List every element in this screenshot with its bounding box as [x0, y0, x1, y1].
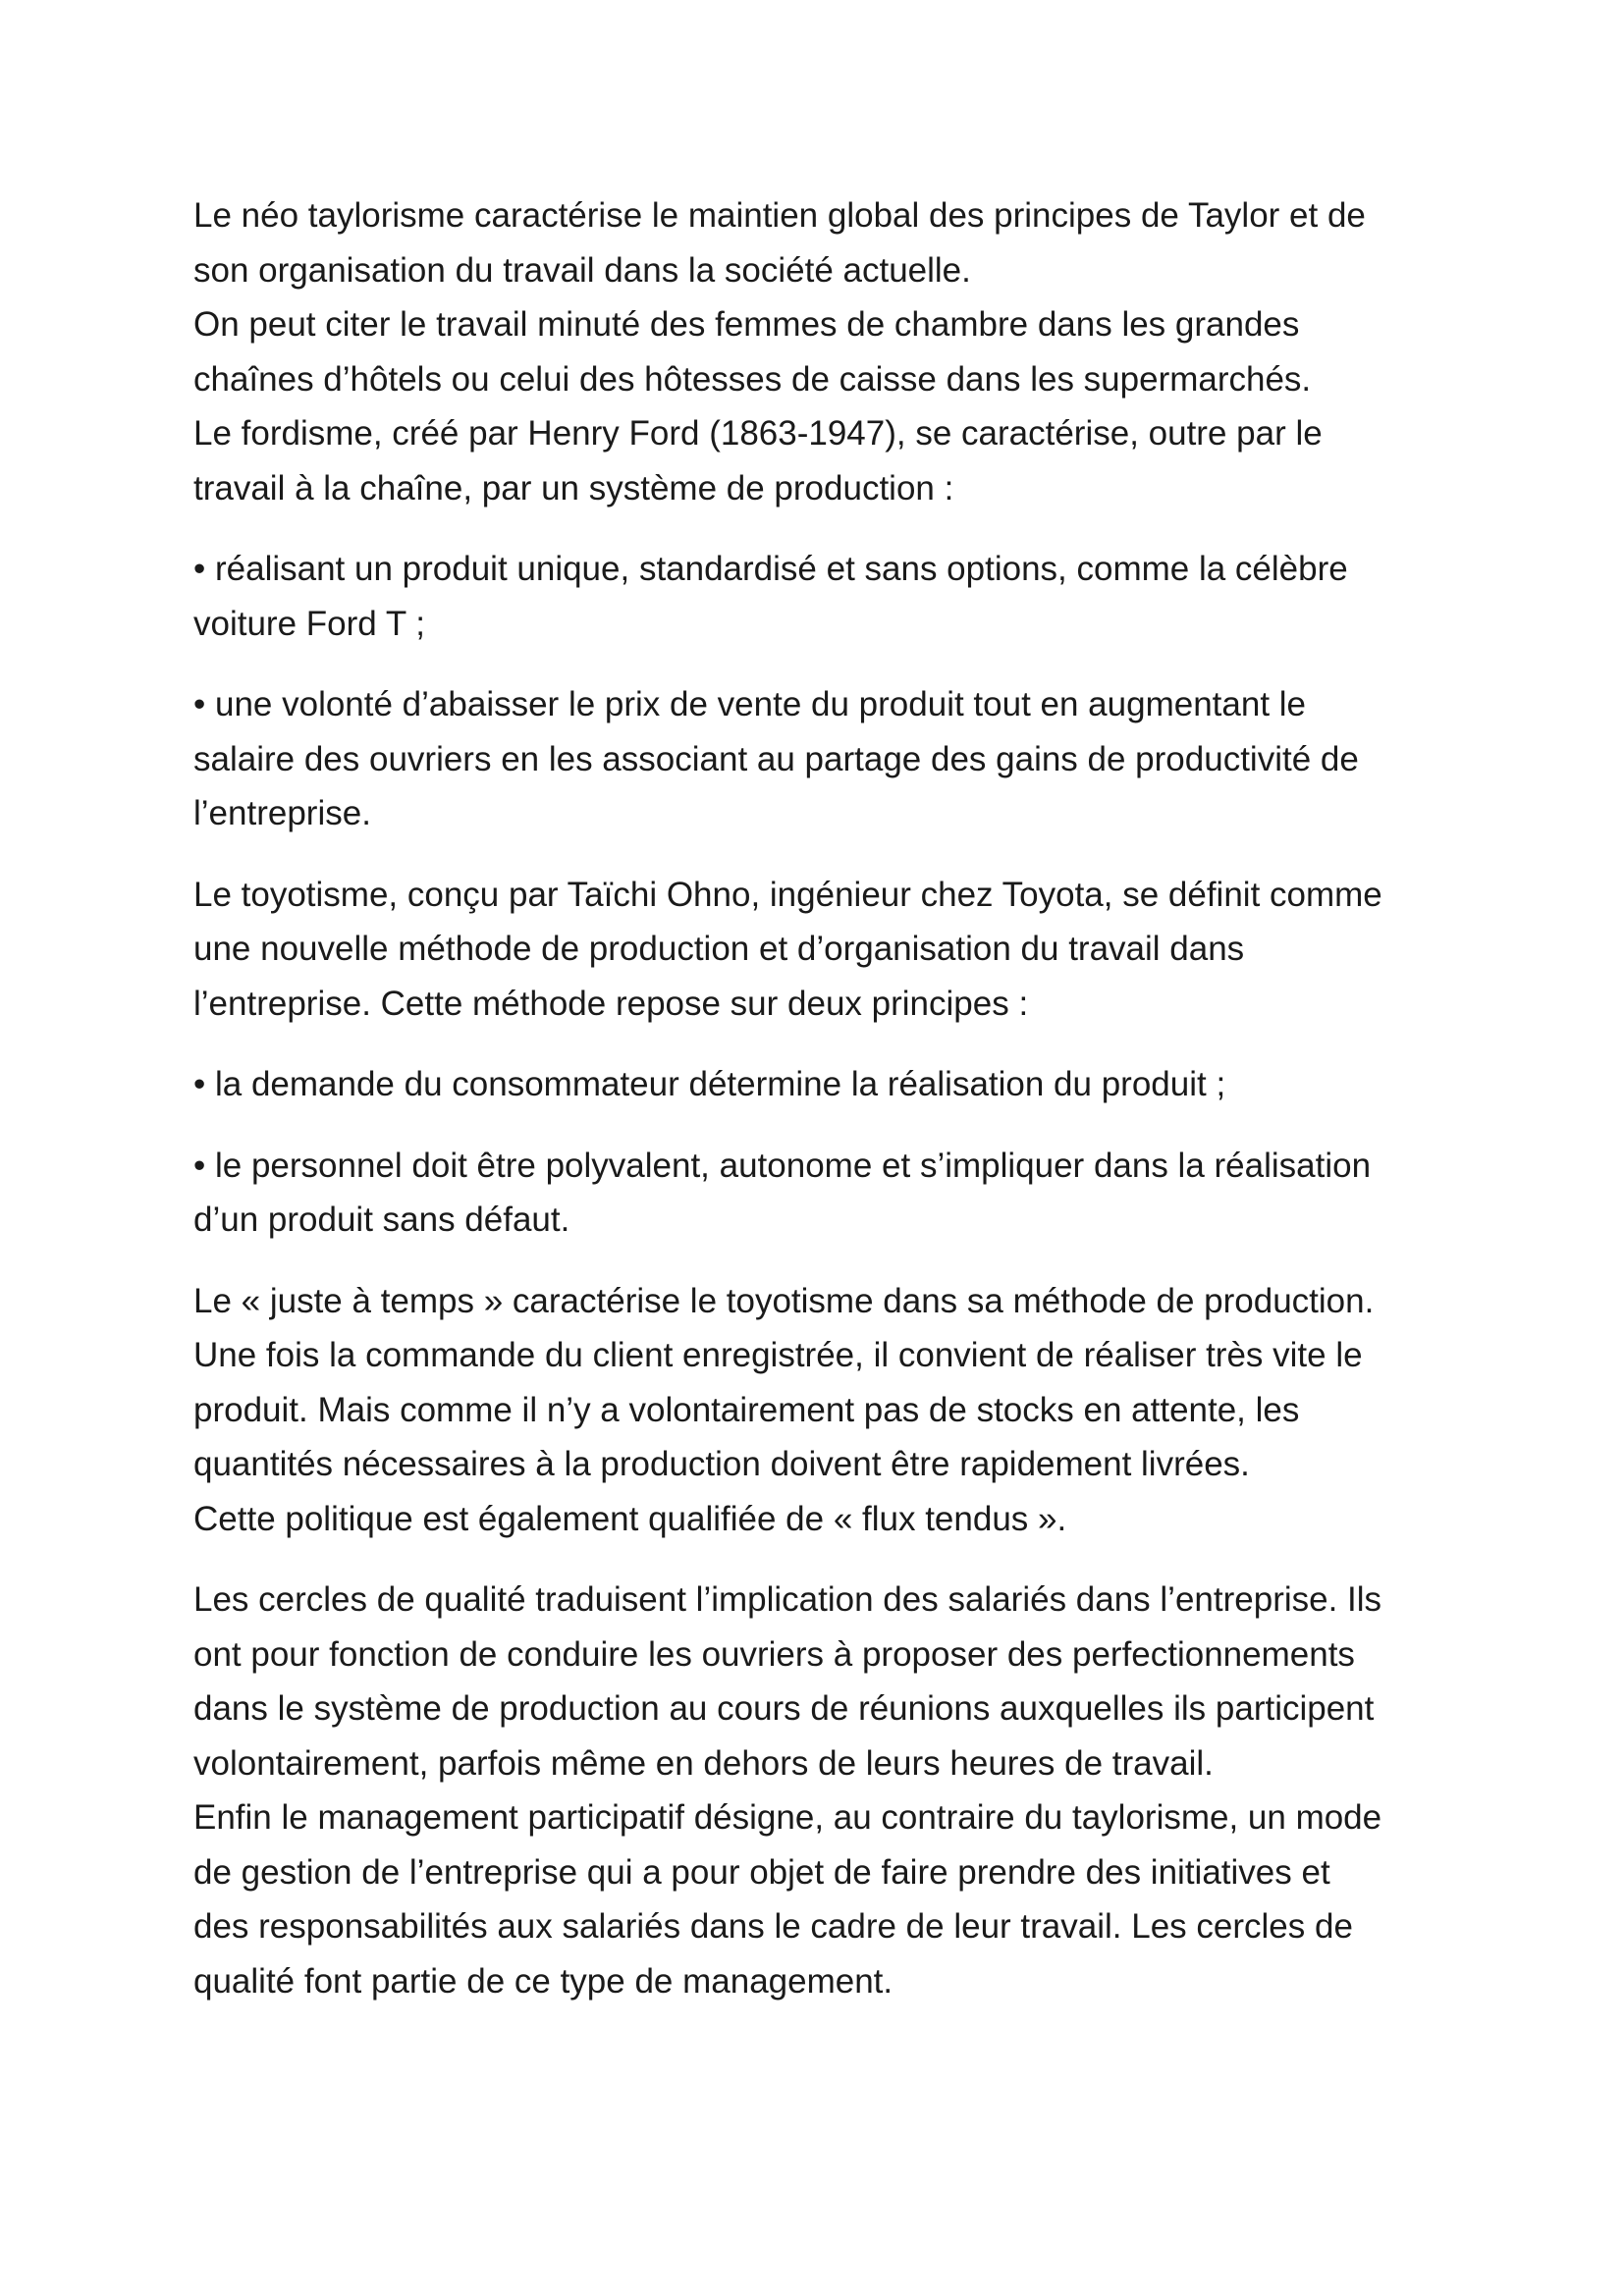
- paragraph-just-in-time: [193, 1274, 1450, 1547]
- text-line: Les cercles de qualité traduisent l’implication des salariés dans l’entreprise. Ils: [193, 1580, 1382, 1619]
- bullet-item: [193, 1139, 1450, 1248]
- text-line: Une fois la commande du client enregistrée, il convient de réaliser très vite le: [193, 1336, 1363, 1374]
- text-line: dans le système de production au cours de réunions auxquelles ils participent: [193, 1689, 1375, 1728]
- text-line: On peut citer le travail minuté des femmes de chambre dans les grandes: [193, 305, 1300, 344]
- text-line: quantités nécessaires à la production doivent être rapidement livrées.: [193, 1445, 1250, 1483]
- text-line: produit. Mais comme il n’y a volontairement pas de stocks en attente, les: [193, 1390, 1300, 1429]
- bullet-item: [193, 1057, 1450, 1112]
- paragraph-taylorism-fordism: [193, 188, 1450, 515]
- text-line: Le toyotisme, conçu par Taïchi Ohno, ingénieur chez Toyota, se définit comme: [193, 875, 1382, 914]
- text-line: • réalisant un produit unique, standardisé et sans options, comme la célèbre: [193, 550, 1348, 588]
- document-body: [193, 188, 1450, 2035]
- text-line: qualité font partie de ce type de management.: [193, 1961, 893, 2001]
- text-line: • le personnel doit être polyvalent, autonome et s’impliquer dans la réalisation: [193, 1146, 1372, 1185]
- text-line: voiture Ford T ;: [193, 604, 426, 643]
- text-line: d’un produit sans défaut.: [193, 1201, 570, 1239]
- text-line: salaire des ouvriers en les associant au partage des gains de productivité de: [193, 739, 1359, 778]
- text-line: • une volonté d’abaisser le prix de vente du produit tout en augmentant le: [193, 685, 1307, 723]
- text-line: une nouvelle méthode de production et d’organisation du travail dans: [193, 930, 1245, 968]
- text-line: Le fordisme, créé par Henry Ford (1863-1947), se caractérise, outre par le: [193, 414, 1323, 453]
- text-line: volontairement, parfois même en dehors de leurs heures de travail.: [193, 1743, 1214, 1783]
- bullet-item: [193, 542, 1450, 651]
- text-line: ont pour fonction de conduire les ouvriers à proposer des perfectionnements: [193, 1634, 1355, 1674]
- paragraph-toyotism: [193, 868, 1450, 1032]
- text-line: Le néo taylorisme caractérise le maintien global des principes de Taylor et de: [193, 196, 1366, 235]
- text-line: Cette politique est également qualifiée de « flux tendus ».: [193, 1499, 1067, 1538]
- text-line: de gestion de l’entreprise qui a pour objet de faire prendre des initiatives et: [193, 1852, 1330, 1892]
- paragraph-quality-circles: [193, 1573, 1450, 2008]
- text-line: Enfin le management participatif désigne, au contraire du taylorisme, un mode: [193, 1798, 1382, 1837]
- text-line: travail à la chaîne, par un système de production :: [193, 468, 954, 507]
- bullet-item: [193, 677, 1450, 841]
- text-line: son organisation du travail dans la société actuelle.: [193, 250, 971, 290]
- text-line: Le « juste à temps » caractérise le toyotisme dans sa méthode de production.: [193, 1281, 1375, 1320]
- text-line: l’entreprise. Cette méthode repose sur deux principes :: [193, 984, 1029, 1023]
- text-line: • la demande du consommateur détermine la réalisation du produit ;: [193, 1065, 1226, 1103]
- text-line: des responsabilités aux salariés dans le cadre de leur travail. Les cercles de: [193, 1907, 1353, 1946]
- text-line: l’entreprise.: [193, 794, 371, 832]
- text-line: chaînes d’hôtels ou celui des hôtesses de caisse dans les supermarchés.: [193, 359, 1312, 399]
